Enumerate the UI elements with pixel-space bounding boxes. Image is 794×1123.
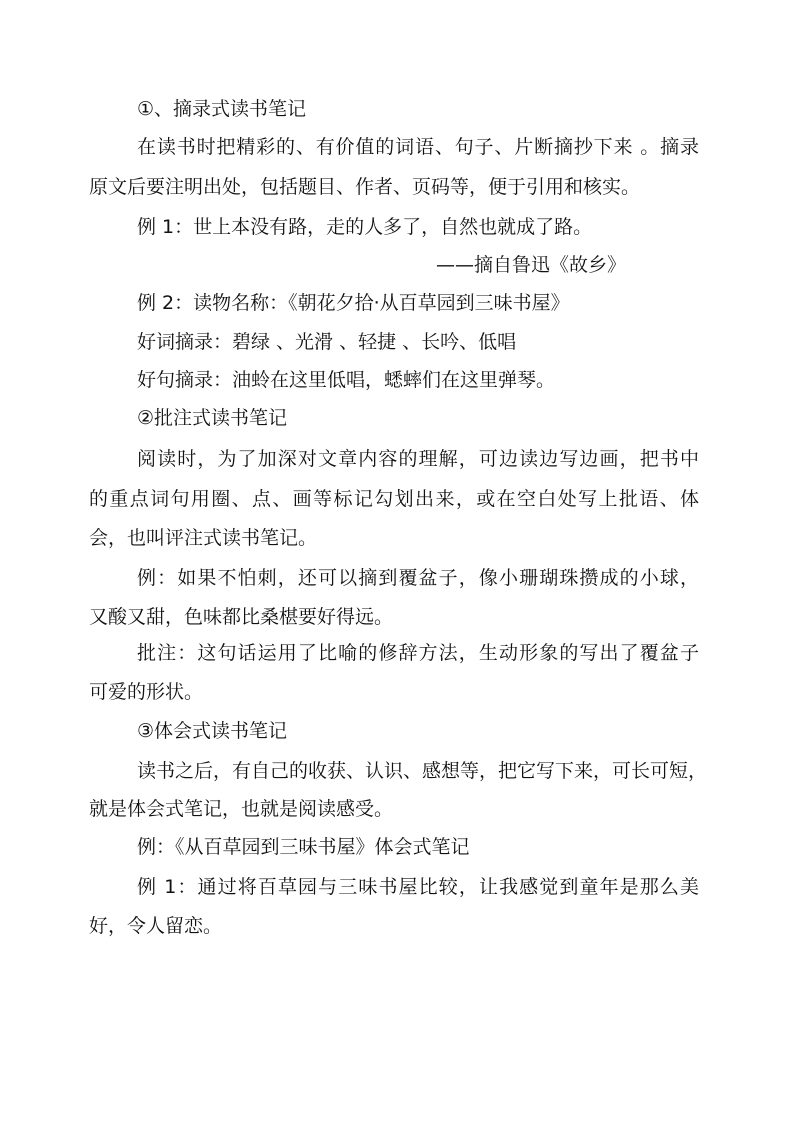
section1-example-2: 例 2：读物名称：《朝花夕拾·从百草园到三味书屋》 [137, 292, 570, 314]
section3-example-title: 例：《从百草园到三味书屋》体会式笔记 [137, 836, 470, 858]
section1-paragraph-line-1: 在读书时把精彩的、有价值的词语、句子、片断摘抄下来 。摘录 [137, 136, 699, 158]
section2-annotation-line-1: 批注：这句话运用了比喻的修辞方法，生动形象的写出了覆盆子 [137, 642, 699, 664]
section2-annotation-line-2: 可爱的形状。 [89, 681, 204, 703]
section3-paragraph-line-2: 就是体会式笔记，也就是阅读感受。 [89, 798, 394, 820]
section1-good-words: 好词摘录：碧绿 、光滑 、轻捷 、长吟、低唱 [137, 331, 517, 353]
section1-example-1: 例 1：世上本没有路，走的人多了，自然也就成了路。 [137, 216, 593, 238]
section1-good-sentence: 好句摘录：油蛉在这里低唱，蟋蟀们在这里弹琴。 [137, 369, 556, 391]
section2-example-line-2: 又酸又甜，色味都比桑椹要好得远。 [89, 606, 394, 628]
section2-paragraph-line-2: 的重点词句用圈、点、画等标记勾划出来，或在空白处写上批语、体 [89, 488, 699, 510]
section2-example-line-1: 例：如果不怕刺，还可以摘到覆盆子，像小珊瑚珠攒成的小球， [137, 567, 699, 589]
section1-example-1-source: ——摘自鲁迅《故乡》 [436, 254, 627, 276]
section2-paragraph-line-3: 会，也叫评注式读书笔记。 [89, 527, 318, 549]
section3-heading: ③体会式读书笔记 [137, 720, 288, 742]
section2-heading: ②批注式读书笔记 [137, 407, 288, 429]
section3-example-1-line-2: 好，令人留恋。 [89, 915, 223, 937]
section3-example-1-line-1: 例 1：通过将百草园与三味书屋比较，让我感觉到童年是那么美 [137, 876, 699, 898]
section2-paragraph-line-1: 阅读时，为了加深对文章内容的理解，可边读边写边画，把书中 [137, 448, 699, 470]
section1-heading: ①、摘录式读书笔记 [137, 98, 307, 120]
section3-paragraph-line-1: 读书之后，有自己的收获、认识、感想等，把它写下来，可长可短， [137, 760, 708, 782]
section1-paragraph-line-2: 原文后要注明出处，包括题目、作者、页码等，便于引用和核实。 [89, 176, 641, 198]
